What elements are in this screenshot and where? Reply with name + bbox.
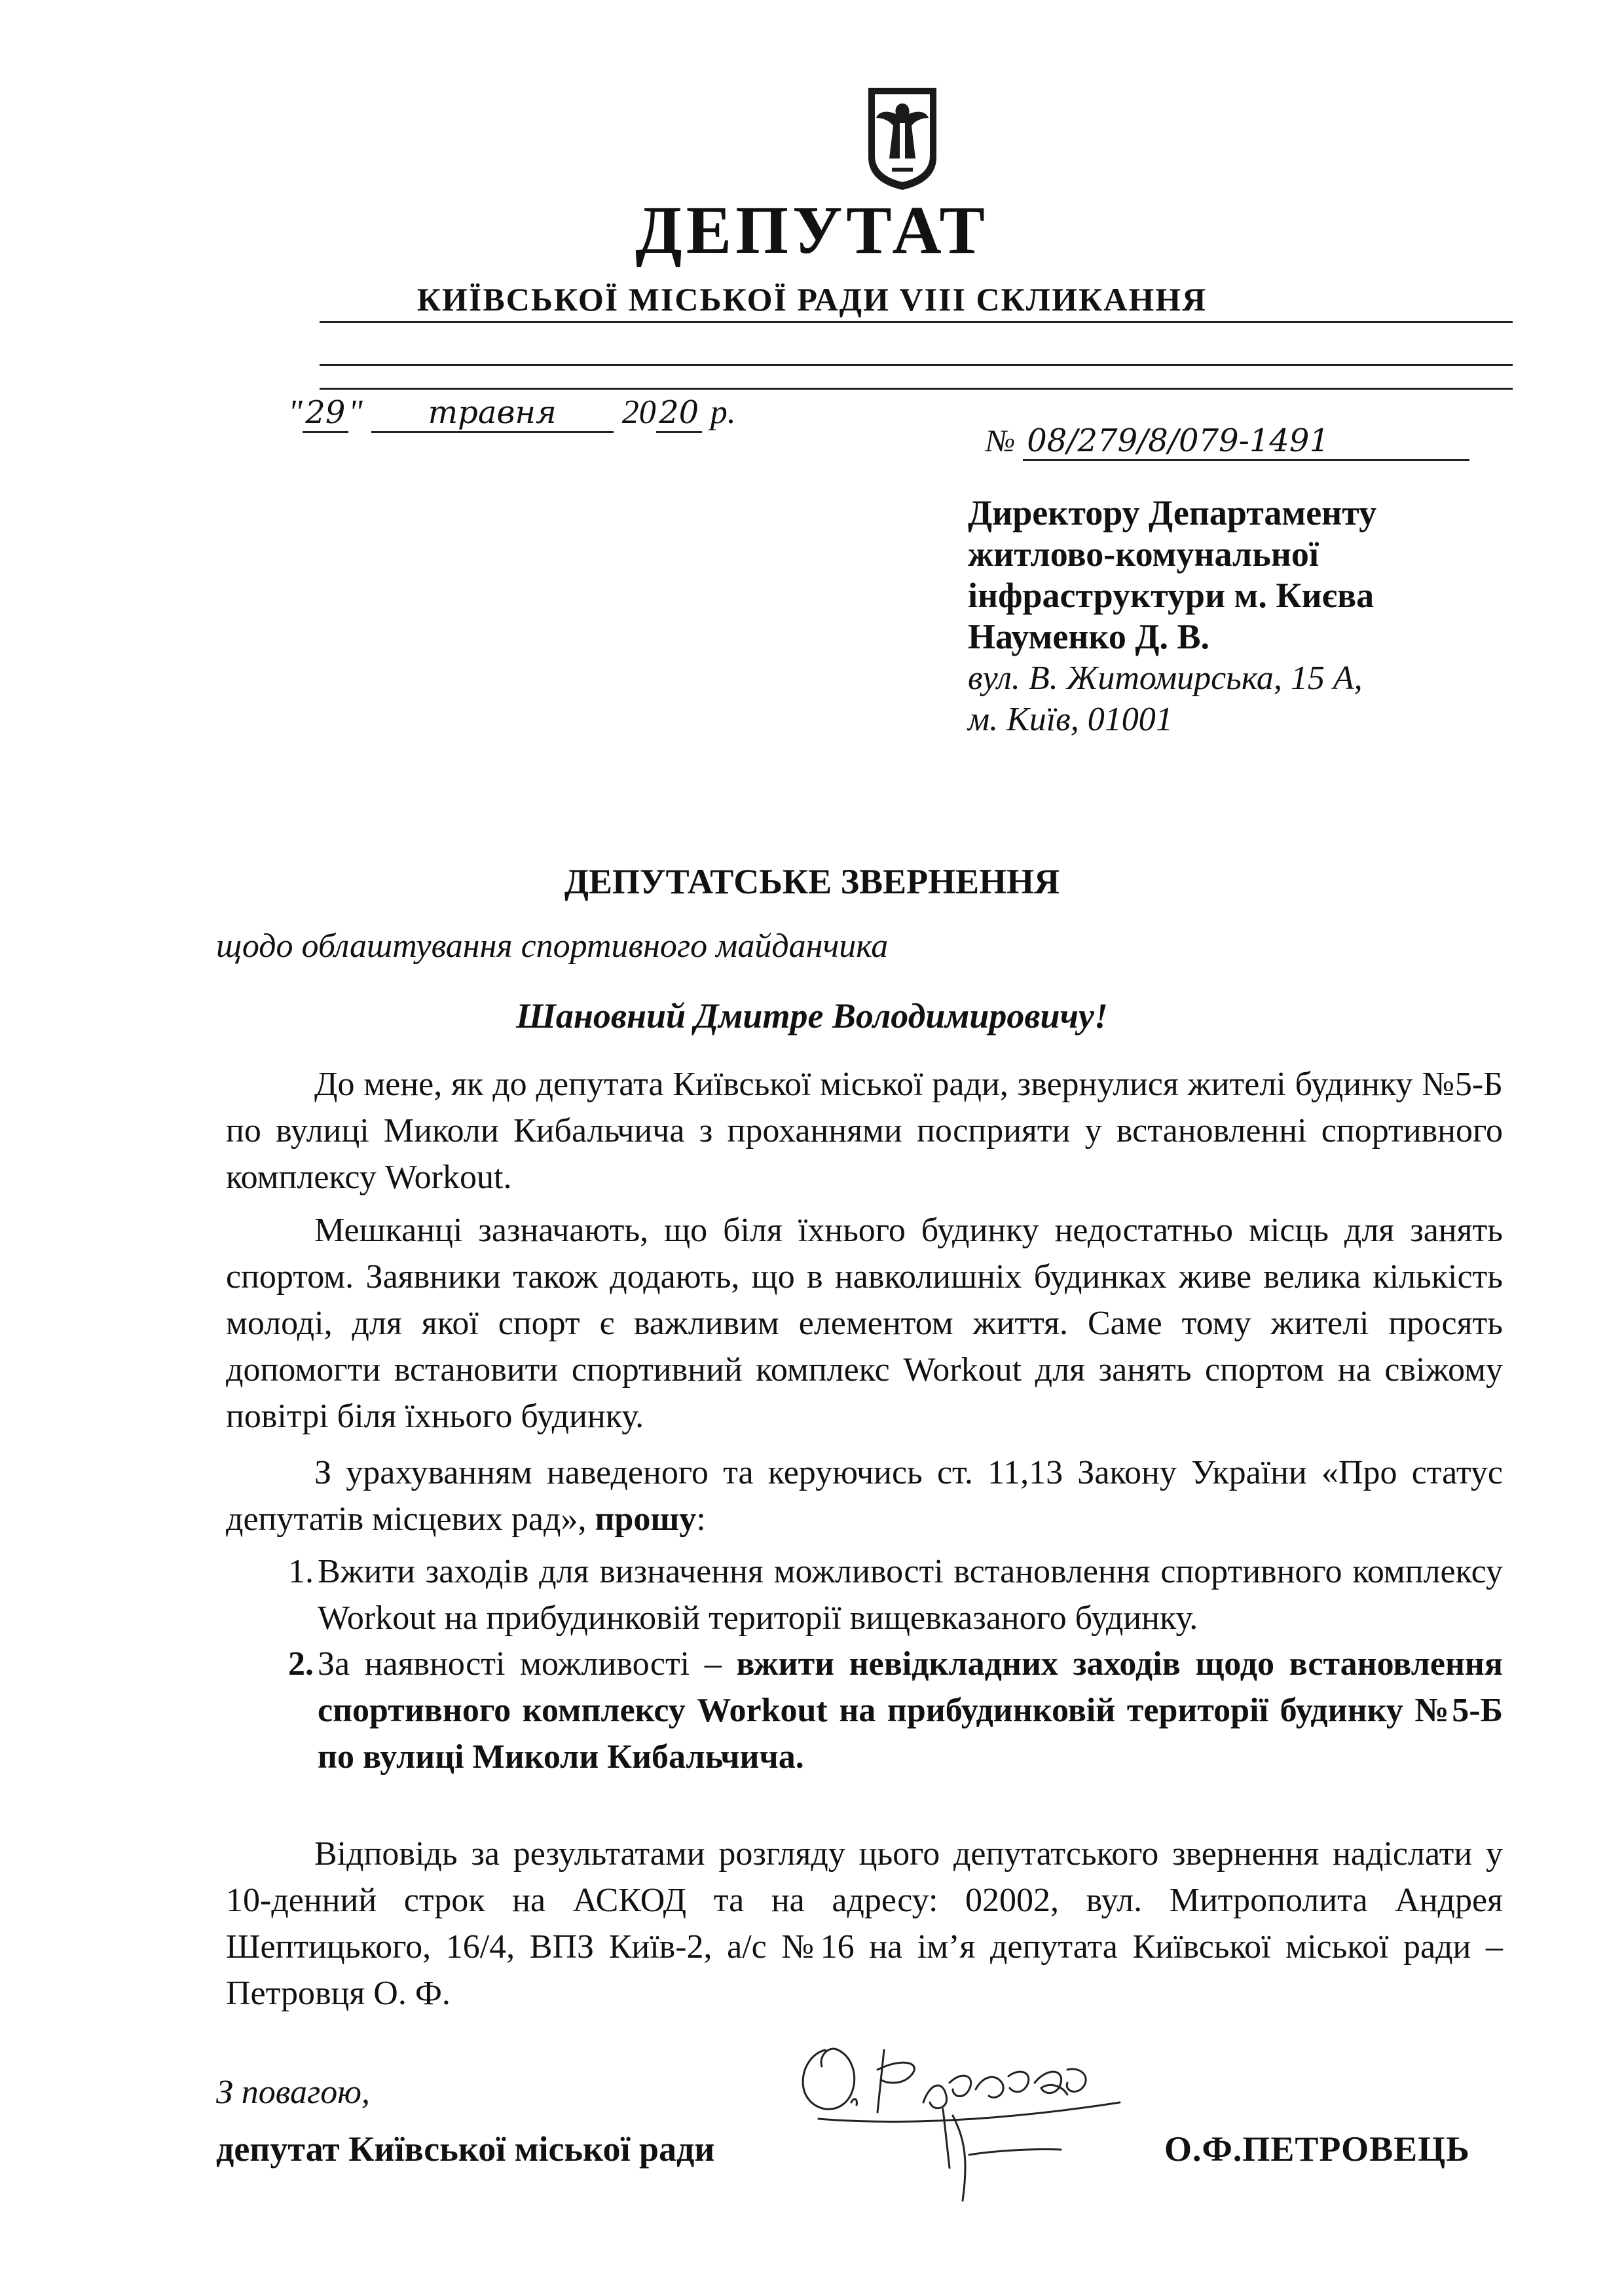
paragraph-1: До мене, як до депутата Київської міської ради, звернулися жителі будинку №5-Б по вулиці Миколи Кибальчича з проханнями посприяти у встановленні спортивного комплексу Workout.	[226, 1066, 1503, 1196]
document-title: ДЕПУТАТСЬКЕ ЗВЕРНЕННЯ	[564, 862, 1060, 901]
header-divider-middle	[320, 364, 1513, 366]
list-item-2-text: За наявності можливості –	[318, 1645, 737, 1683]
paragraph-3-text: З урахуванням наведеного та керуючись ст. 11,13 Закону України «Про статус депутатів місцевих рад»,	[226, 1454, 1503, 1538]
list-item-2	[226, 1641, 1503, 1780]
addressee-line-3: інфраструктури м. Києва	[968, 576, 1375, 615]
list-item-1-text: Вжити заходів для визначення можливості встановлення спортивного комплексу Workout на прибудинковій території вищевказаного будинку.	[318, 1553, 1503, 1637]
date-unit: р.	[710, 394, 736, 431]
paragraph-2: Мешканці зазначають, що біля їхнього будинку недостатньо місць для занять спортом. Заявники також додають, що в навколишніх будинках живе велика кількість молоді, для якої спорт є важливим елементом життя. Саме тому жителі просять допомогти встановити спортивний комплекс Workout для занять спортом на свіжому повітрі біля їхнього будинку.	[226, 1212, 1503, 1435]
date-year-suffix: 20	[656, 394, 702, 433]
salutation: Шановний Дмитре Володимировичу!	[516, 996, 1108, 1036]
date-month: травня	[371, 394, 614, 433]
header-divider-top	[320, 321, 1513, 323]
reg-number-value: 08/279/8/079-1491	[1023, 422, 1469, 461]
date-day: 29	[303, 394, 348, 433]
list-item-2-number: 2.	[288, 1645, 314, 1683]
coat-of-arms-icon	[863, 84, 942, 192]
handwritten-signature	[753, 2004, 1159, 2214]
addressee-name: Науменко Д. В.	[968, 617, 1209, 656]
header-divider-bottom	[320, 388, 1513, 390]
closing-position: депутат Київської міської ради	[216, 2129, 715, 2169]
list-item-1-number: 1.	[288, 1553, 314, 1590]
addressee-line-2: житлово-комунальної	[968, 534, 1319, 574]
date-year-prefix: 20	[621, 394, 656, 431]
registration-number	[986, 422, 1469, 461]
addressee-address-2: м. Київ, 01001	[968, 701, 1173, 738]
addressee-line-1: Директору Департаменту	[968, 493, 1377, 532]
reg-number-label: №	[986, 424, 1016, 458]
closing-regards: З повагою,	[216, 2074, 370, 2111]
header-title: ДЕПУТАТ	[635, 193, 989, 268]
paragraph-3-request: прошу	[595, 1501, 697, 1538]
paragraph-3-end: :	[696, 1501, 706, 1538]
document-subject: щодо облаштування спортивного майданчика	[216, 927, 889, 965]
letter-date: "29" травня 2020 р.	[288, 393, 736, 433]
addressee-block	[968, 493, 1557, 740]
closing-name: О.Ф.ПЕТРОВЕЦЬ	[1164, 2129, 1470, 2169]
addressee-address-1: вул. В. Житомирська, 15 А,	[968, 660, 1363, 697]
paragraph-4: Відповідь за результатами розгляду цього депутатського звернення надіслати у 10-денний строк на АСКОД та на адресу: 02002, вул. Митрополита Андрея Шептицького, 16/4, ВПЗ Київ-2, а/с №16 на ім’я депутата Київської міської ради – Петровця О. Ф.	[226, 1835, 1503, 2012]
list-item-2-bold: вжити невідкладних заходів щодо встановлення спортивного комплексу Workout на прибудинковій території будинку №5-Б по вулиці Миколи Кибальчича.	[318, 1645, 1503, 1776]
list-item-1	[226, 1548, 1503, 1641]
paragraph-3	[226, 1449, 1503, 1542]
header-subtitle: КИЇВСЬКОЇ МІСЬКОЇ РАДИ VIII СКЛИКАННЯ	[416, 281, 1208, 318]
